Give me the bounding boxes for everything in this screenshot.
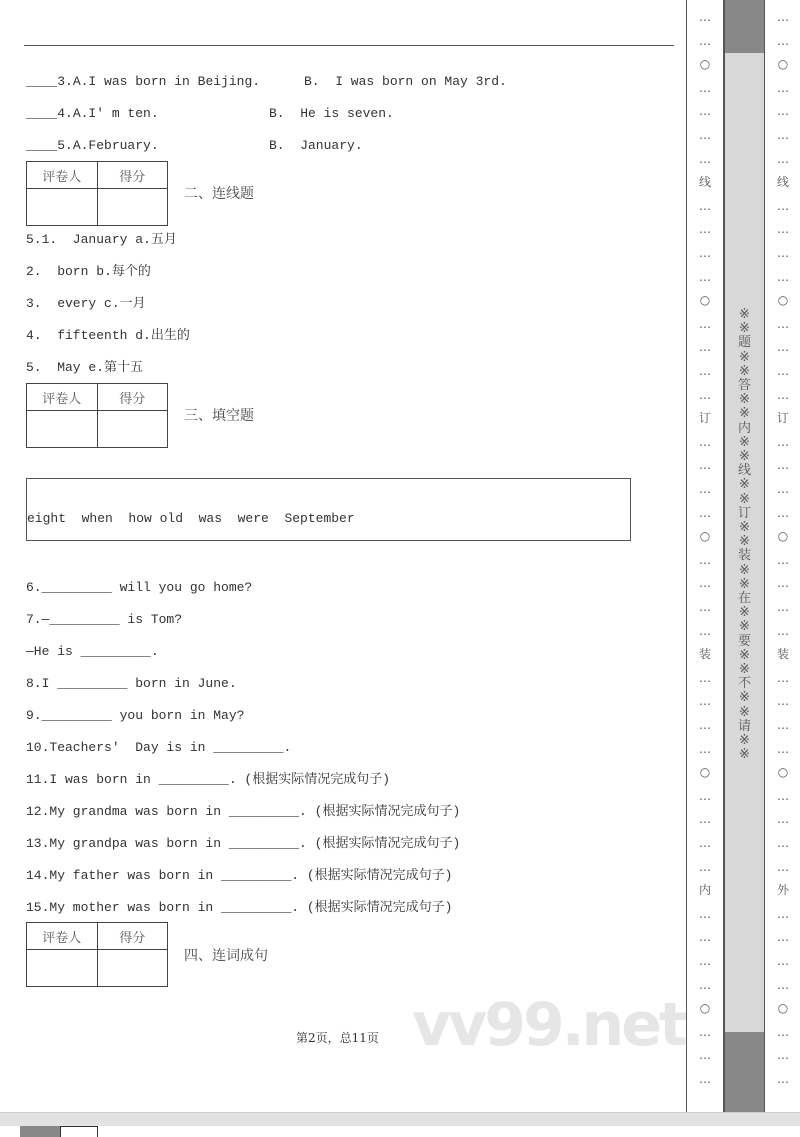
binding-mark: … — [777, 80, 789, 95]
binding-mark: … — [777, 930, 789, 945]
binding-mark: … — [777, 340, 789, 355]
binding-mark: ○ — [699, 1001, 711, 1016]
binding-warning: ※※题※※答※※内※※线※※订※※装※※在※※要※※不※※请※※ — [737, 307, 751, 763]
binding-mark: 线 — [698, 175, 711, 190]
fill-item: 9._________ you born in May? — [26, 708, 245, 723]
binding-mark: … — [777, 906, 789, 921]
binding-mark: … — [777, 434, 789, 449]
binding-mark: … — [699, 151, 711, 166]
binding-strip — [724, 0, 765, 1112]
fill-item: 11.I was born in _________. (根据实际情况完成句子) — [26, 772, 391, 787]
header-rule — [24, 45, 674, 46]
binding-mark: … — [777, 788, 789, 803]
binding-mark: … — [777, 505, 789, 520]
binding-mark: … — [699, 434, 711, 449]
binding-mark: 内 — [698, 883, 711, 898]
binding-mark: 装 — [776, 647, 789, 662]
binding-mark: … — [699, 718, 711, 732]
binding-mark: … — [777, 977, 789, 992]
binding-mark: … — [777, 694, 789, 709]
question-3 — [26, 74, 260, 90]
reviewer-cell — [27, 189, 98, 226]
binding-mark: ○ — [777, 293, 789, 308]
binding-mark: … — [777, 576, 789, 591]
binding-mark: … — [699, 670, 711, 685]
binding-mark: … — [777, 33, 789, 48]
option-a: 3.A.I was born in Beijing. — [57, 74, 261, 89]
binding-mark: ○ — [777, 57, 789, 72]
answer-blank: ____ — [26, 138, 58, 153]
fill-item: 8.I _________ born in June. — [26, 676, 237, 691]
page-thumbnail[interactable] — [20, 1126, 60, 1137]
binding-mark: 装 — [698, 647, 711, 662]
binding-mark: … — [777, 812, 789, 827]
binding-mark: ○ — [699, 57, 711, 72]
binding-mark: ○ — [699, 293, 711, 308]
binding-mark: … — [777, 482, 789, 496]
binding-line-left — [686, 0, 724, 1112]
binding-mark: … — [777, 128, 789, 142]
strip-dark-bottom — [725, 1032, 764, 1112]
binding-mark: … — [699, 977, 711, 992]
fill-item: 7.—_________ is Tom? — [26, 612, 183, 627]
binding-mark: … — [699, 812, 711, 827]
binding-mark: … — [699, 741, 711, 756]
binding-mark: … — [777, 552, 789, 567]
matching-item: 2. born b.每个的 — [26, 264, 151, 279]
score-table — [26, 383, 168, 448]
binding-mark: … — [777, 151, 789, 166]
binding-mark: … — [777, 246, 789, 260]
reviewer-header: 评卷人 — [27, 923, 98, 950]
binding-mark: … — [699, 33, 711, 48]
reviewer-header: 评卷人 — [27, 384, 98, 411]
binding-mark: … — [699, 552, 711, 567]
question-4-option-b: B. He is seven. — [269, 106, 394, 121]
binding-mark: … — [699, 198, 711, 213]
binding-mark: … — [699, 128, 711, 142]
binding-mark: … — [699, 930, 711, 945]
binding-mark: ○ — [777, 1001, 789, 1016]
fill-item: 14.My father was born in _________. (根据实际情况完成句子) — [26, 868, 453, 883]
binding-mark: … — [777, 10, 789, 24]
word-bank: eight when how old was were September — [27, 511, 355, 526]
binding-mark: … — [699, 269, 711, 284]
fill-item: 10.Teachers' Day is in _________. — [26, 740, 292, 755]
score-table — [26, 922, 168, 987]
question-5 — [26, 138, 159, 154]
watermark: vv99.net — [412, 990, 685, 1060]
binding-mark: … — [699, 600, 711, 614]
fill-item: 15.My mother was born in _________. (根据实际情况完成句子) — [26, 900, 453, 915]
binding-mark: … — [777, 1048, 789, 1063]
binding-mark: … — [699, 246, 711, 260]
binding-mark: … — [777, 954, 789, 968]
score-table — [26, 161, 168, 226]
reviewer-header: 评卷人 — [27, 162, 98, 189]
binding-mark: … — [777, 316, 789, 331]
binding-mark: … — [699, 340, 711, 355]
page-footer: 第2页，总11页 — [296, 1031, 379, 1045]
binding-mark: … — [777, 458, 789, 473]
binding-mark: … — [777, 364, 789, 378]
binding-mark: … — [777, 1072, 789, 1086]
horizontal-scrollbar[interactable] — [0, 1112, 800, 1126]
binding-mark: … — [699, 80, 711, 95]
binding-mark: … — [699, 364, 711, 378]
score-cell — [97, 950, 168, 987]
binding-mark: … — [699, 859, 711, 874]
binding-mark: … — [699, 623, 711, 638]
reviewer-cell — [27, 950, 98, 987]
section-title: 三、填空题 — [184, 408, 254, 424]
binding-mark: … — [699, 458, 711, 473]
binding-mark: … — [777, 670, 789, 685]
binding-mark: … — [699, 1072, 711, 1086]
matching-item: 3. every c.一月 — [26, 296, 146, 311]
section-title: 二、连线题 — [184, 186, 254, 202]
binding-mark: … — [699, 694, 711, 709]
binding-mark: … — [699, 576, 711, 591]
binding-mark: … — [777, 1024, 789, 1039]
score-header: 得分 — [97, 162, 168, 189]
strip-dark-top — [725, 0, 764, 53]
reviewer-cell — [27, 411, 98, 448]
binding-mark: ○ — [699, 765, 711, 780]
binding-mark: … — [699, 1048, 711, 1063]
binding-mark: … — [699, 10, 711, 24]
section-title: 四、连词成句 — [184, 948, 268, 964]
binding-mark: 线 — [776, 175, 789, 190]
answer-blank: ____ — [26, 106, 58, 121]
binding-mark: … — [777, 222, 789, 237]
page-thumbnail[interactable] — [60, 1126, 98, 1137]
binding-line-right — [764, 0, 800, 1112]
binding-mark: … — [699, 836, 711, 850]
word-bank-box — [26, 478, 631, 541]
score-header: 得分 — [97, 923, 168, 950]
matching-item: 5.1. January a.五月 — [26, 232, 177, 247]
binding-mark: … — [777, 859, 789, 874]
binding-mark: 订 — [698, 411, 711, 426]
option-a: 5.A.February. — [57, 138, 159, 153]
binding-mark: … — [699, 906, 711, 921]
question-3-option-b: B. I was born on May 3rd. — [304, 74, 507, 89]
binding-mark: … — [777, 623, 789, 638]
binding-mark: … — [699, 788, 711, 803]
binding-mark: … — [699, 387, 711, 402]
binding-mark: … — [699, 954, 711, 968]
score-cell — [97, 411, 168, 448]
binding-mark: ○ — [777, 765, 789, 780]
fill-item: 12.My grandma was born in _________. (根据实际情况完成句子) — [26, 804, 461, 819]
answer-blank: ____ — [26, 74, 58, 89]
binding-mark: … — [777, 198, 789, 213]
fill-item: 13.My grandpa was born in _________. (根据实际情况完成句子) — [26, 836, 461, 851]
question-4 — [26, 106, 159, 122]
binding-mark: … — [699, 505, 711, 520]
fill-item: 6._________ will you go home? — [26, 580, 253, 595]
binding-mark: … — [777, 718, 789, 732]
binding-mark: … — [777, 836, 789, 850]
matching-item: 5. May e.第十五 — [26, 360, 144, 375]
binding-mark: ○ — [699, 529, 711, 544]
binding-mark: … — [699, 104, 711, 119]
binding-mark: … — [699, 316, 711, 331]
binding-mark: … — [699, 482, 711, 496]
score-cell — [97, 189, 168, 226]
option-a: 4.A.I' m ten. — [57, 106, 159, 121]
binding-mark: … — [777, 269, 789, 284]
score-header: 得分 — [97, 384, 168, 411]
fill-item: —He is _________. — [26, 644, 159, 659]
question-5-option-b: B. January. — [269, 138, 363, 153]
binding-mark: 订 — [776, 411, 789, 426]
binding-mark: … — [699, 1024, 711, 1039]
binding-mark: ○ — [777, 529, 789, 544]
binding-mark: … — [777, 387, 789, 402]
binding-mark: 外 — [776, 883, 789, 898]
binding-mark: … — [777, 741, 789, 756]
binding-mark: … — [699, 222, 711, 237]
matching-item: 4. fifteenth d.出生的 — [26, 328, 190, 343]
binding-mark: … — [777, 600, 789, 614]
binding-mark: … — [777, 104, 789, 119]
